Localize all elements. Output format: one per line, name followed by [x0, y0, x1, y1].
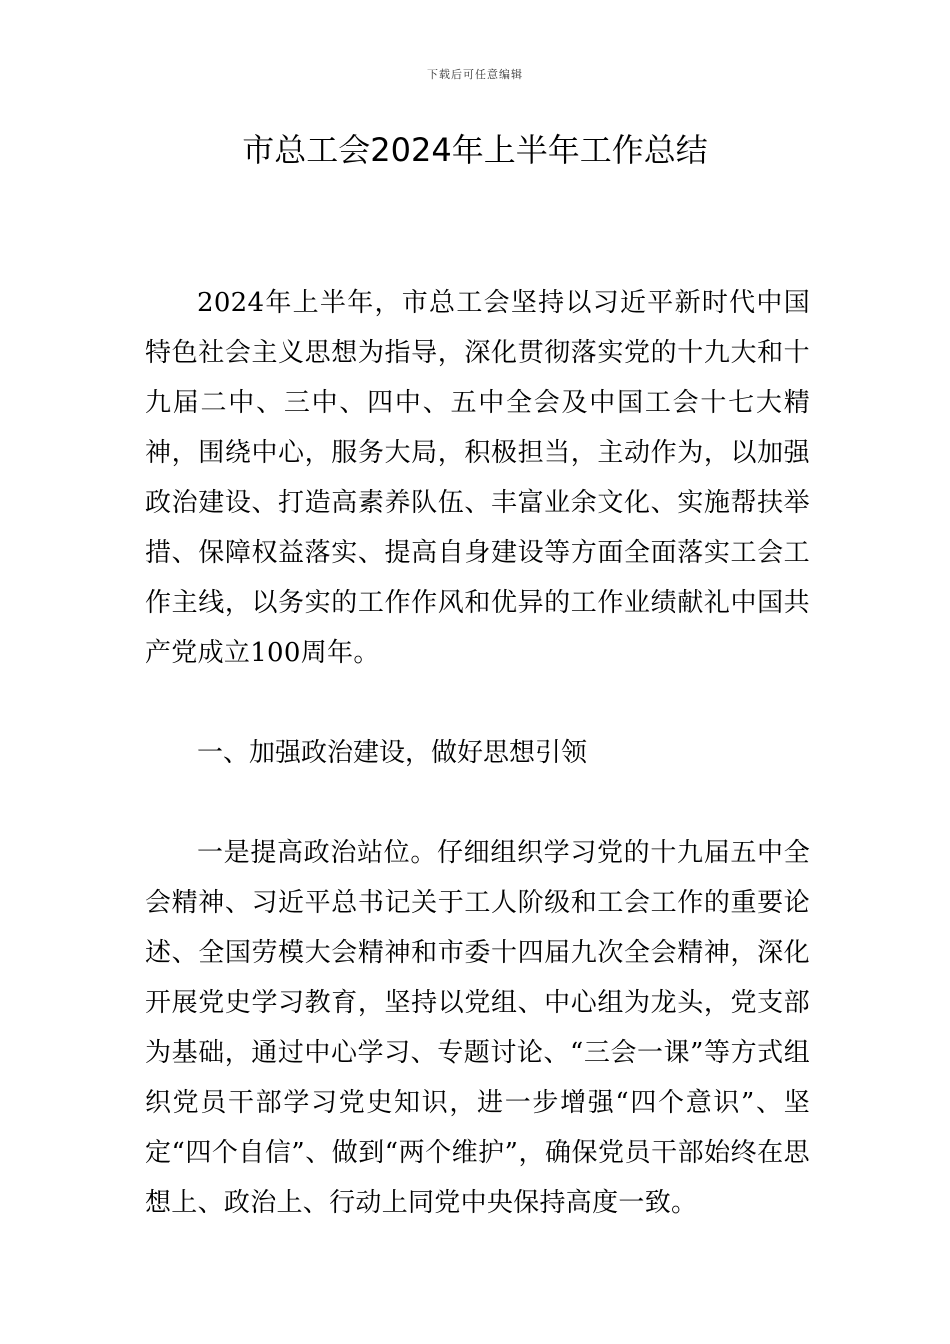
paragraph-spacer: [145, 678, 810, 728]
intro-paragraph: 2024年上半年，市总工会坚持以习近平新时代中国特色社会主义思想为指导，深化贯彻落实党的十九大和十九届二中、三中、四中、五中全会及中国工会十七大精神，围绕中心，服务大局，积极担当，主动作为，以加强政治建设、打造高素养队伍、丰富业余文化、实施帮扶举措、保障权益落实、提高自身建设等方面全面落实工会工作主线，以务实的工作作风和优异的工作业绩献礼中国共产党成立100周年。: [145, 288, 810, 668]
document-title: 市总工会2024年上半年工作总结: [242, 131, 708, 169]
document-body: [145, 278, 810, 1228]
header-note: 下载后可任意编辑: [427, 68, 523, 81]
paragraph-spacer: [145, 778, 810, 828]
section-paragraph: 一是提高政治站位。仔细组织学习党的十九届五中全会精神、习近平总书记关于工人阶级和工会工作的重要论述、全国劳模大会精神和市委十四届九次全会精神，深化开展党史学习教育，坚持以党组、中心组为龙头，党支部为基础，通过中心学习、专题讨论、“三会一课”等方式组织党员干部学习党史知识，进一步增强“四个意识”、坚定“四个自信”、做到“两个维护”，确保党员干部始终在思想上、政治上、行动上同党中央保持高度一致。: [145, 838, 810, 1218]
section-heading: 一、加强政治建设，做好思想引领: [197, 738, 588, 768]
